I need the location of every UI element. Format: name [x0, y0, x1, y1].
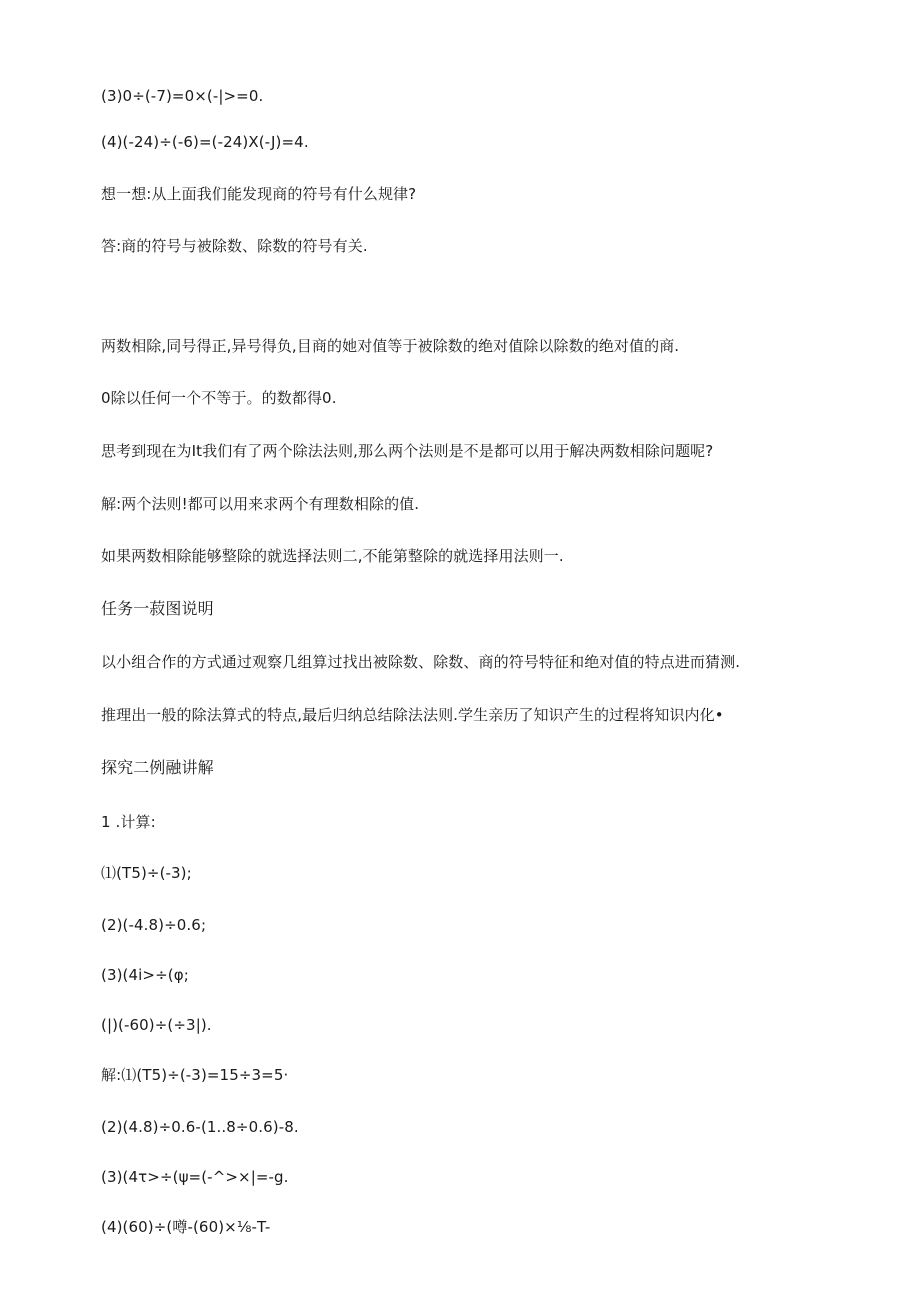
section-heading-task: 任务一菽图说明	[101, 599, 214, 618]
equation-line-4: (4)(-24)÷(-6)=(-24)X(-J)=4.	[101, 133, 309, 151]
solution-item-1: 解:⑴(T5)÷(-3)=15÷3=5·	[101, 1066, 289, 1084]
solution-rules: 解:两个法则!都可以用来求两个有理数相除的值.	[101, 495, 420, 513]
question-think: 想一想:从上面我们能发现商的符号有什么规律?	[101, 185, 417, 203]
exercise-item-1: ⑴(T5)÷(-3);	[101, 864, 192, 882]
exercise-item-4: (|)(-60)÷(÷3|).	[101, 1016, 212, 1034]
solution-item-4: (4)(60)÷(噂-(60)×⅛-T-	[101, 1218, 271, 1236]
exercise-item-2: (2)(-4.8)÷0.6;	[101, 916, 207, 934]
thinking-question: 思考到现在为It我们有了两个除法法则,那么两个法则是不是都可以用于解决两数相除问题呢?	[101, 442, 714, 460]
reasoning-description: 推理出一般的除法算式的特点,最后归纳总结除法法则.学生亲历了知识产生的过程将知识内化•	[101, 706, 724, 724]
answer-sign: 答:商的符号与被除数、除数的符号有关.	[101, 237, 368, 255]
exercise-title: 1 .计算:	[101, 813, 156, 831]
exercise-item-3: (3)(4i>÷(φ;	[101, 966, 189, 984]
section-heading-example: 探究二例融讲解	[101, 758, 214, 777]
equation-line-3: (3)0÷(-7)=0×(-|>=0.	[101, 87, 264, 105]
solution-item-2: (2)(4.8)÷0.6-(1..8÷0.6)-8.	[101, 1118, 299, 1136]
rule-choice: 如果两数相除能够整除的就选择法则二,不能第整除的就选择用法则一.	[101, 547, 564, 565]
solution-item-3: (3)(4τ>÷(ψ=(-^>×|=-g.	[101, 1168, 289, 1186]
zero-division-rule: 0除以任何一个不等于。的数都得0.	[101, 389, 337, 407]
division-rule: 两数相除,同号得正,异号得负,目商的她对值等于被除数的绝对值除以除数的绝对值的商.	[101, 337, 680, 355]
group-work-description: 以小组合作的方式通过观察几组算过找出被除数、除数、商的符号特征和绝对值的特点进而猜测.	[101, 653, 741, 671]
